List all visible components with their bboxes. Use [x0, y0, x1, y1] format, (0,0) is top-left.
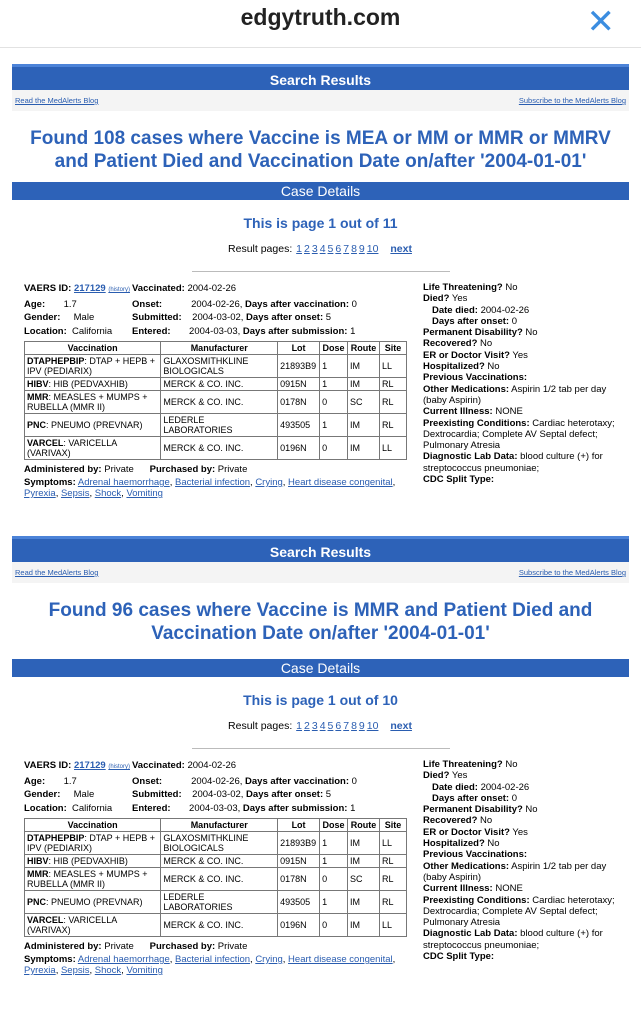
recovered-value: No [480, 815, 493, 827]
symptom-link[interactable]: Adrenal haemorrhage [77, 477, 170, 488]
submitted-value: 2004-03-02, [192, 312, 244, 323]
entered-value: 2004-03-03, [189, 802, 241, 814]
age-value: 1.7 [63, 298, 77, 310]
vaccinated-label: Vaccinated: [132, 283, 185, 294]
subscribe-blog-link[interactable]: Subscribe to the MedAlerts Blog [518, 96, 626, 105]
vax-site: RL [380, 868, 407, 891]
table-row [25, 891, 407, 914]
case-record [12, 282, 629, 499]
case-details-bar: Case Details [12, 182, 629, 200]
divider [192, 271, 450, 272]
submitted-value: 2004-03-02, [192, 789, 244, 800]
page-link-7[interactable]: 7 [343, 243, 350, 255]
preexisting-label: Preexisting Conditions: [423, 417, 530, 429]
next-page-link[interactable]: next [390, 720, 412, 732]
age-value: 1.7 [63, 775, 77, 787]
days-after-vax-value: 0 [351, 775, 357, 787]
medalerts-blog-link[interactable]: Read the MedAlerts Blog [15, 96, 99, 105]
case-record [12, 759, 629, 976]
vaccination-table [24, 818, 407, 937]
next-page-link[interactable]: next [390, 243, 412, 255]
browser-top-bar [0, 0, 641, 48]
days-after-onset-value: 5 [325, 312, 332, 323]
symptom-link[interactable]: Bacterial infection [175, 477, 251, 488]
vax-mfr: LEDERLE LABORATORIES [161, 414, 278, 437]
vax-code: MMR [27, 869, 49, 879]
entered-label: Entered: [132, 325, 171, 337]
vax-route: IM [348, 832, 380, 855]
history-link[interactable]: (history) [108, 764, 130, 770]
gender-label: Gender: [24, 312, 61, 323]
vax-mfr: LEDERLE LABORATORIES [161, 891, 278, 914]
vax-mfr: GLAXOSMITHKLINE BIOLOGICALS [161, 355, 278, 378]
vax-lot: 0178N [278, 391, 320, 414]
symptom-link[interactable]: Crying [255, 954, 283, 965]
days-after-sub-label: Days after submission: [242, 325, 348, 337]
prev-vax-label: Previous Vaccinations: [423, 372, 528, 384]
page-link-2[interactable]: 2 [304, 720, 310, 732]
submitted-label: Submitted: [132, 312, 182, 323]
recovered-value: No [480, 338, 493, 350]
vax-code: DTAPHEPBIP [27, 833, 85, 843]
vax-site: RL [380, 391, 407, 414]
purchased-value: Private [217, 941, 248, 952]
administered-row [24, 464, 409, 475]
died-label: Died? [423, 770, 450, 782]
gender-value: Male [73, 789, 95, 800]
result-pages-label: Result pages: [228, 243, 293, 255]
days-after-onset-value: 0 [511, 315, 518, 327]
administered-label: Administered by: [24, 464, 102, 475]
lab-label: Diagnostic Lab Data: [423, 451, 518, 463]
page-indicator: This is page 1 out of 11 [243, 215, 398, 231]
administered-row [24, 941, 409, 952]
date-died-value: 2004-02-26 [480, 304, 530, 316]
perm-disability-label: Permanent Disability? [423, 804, 523, 816]
page-link-8[interactable]: 8 [351, 720, 357, 732]
table-row [25, 855, 407, 868]
medalerts-blog-link[interactable]: Read the MedAlerts Blog [15, 568, 99, 577]
page-link-6[interactable]: 6 [335, 720, 342, 732]
hospitalized-label: Hospitalized? [423, 838, 485, 850]
vax-route: SC [348, 868, 380, 891]
administered-value: Private [104, 464, 134, 475]
date-died-label: Date died: [432, 781, 478, 793]
screenshot-1 [12, 64, 629, 536]
symptoms-row: Symptoms: Adrenal haemorrhage, Bacterial infection, Crying, Heart disease congenital, Pyrexia, Sepsis, Shock, Vomiting [24, 477, 396, 499]
page-indicator: This is page 1 out of 10 [243, 692, 398, 708]
close-icon[interactable]: ✕ [586, 2, 615, 42]
symptom-link[interactable]: Pyrexia [24, 965, 56, 976]
died-value: Yes [451, 293, 468, 305]
vax-lot: 0915N [278, 855, 320, 868]
vax-route: IM [348, 437, 380, 460]
location-value: California [72, 325, 113, 337]
preexisting-value: Cardiac heterotaxy; Dextrocardia; Complete AV Septal defect; Pulmonary Atresia [423, 417, 615, 452]
table-header-row [25, 342, 407, 355]
col-dose: Dose [320, 342, 348, 355]
vax-dose: 1 [320, 832, 348, 855]
days-after-sub-value: 1 [350, 802, 356, 814]
other-meds-value: Aspirin 1/2 tab per day (baby Aspirin) [423, 860, 607, 883]
vax-site: LL [380, 914, 407, 937]
symptom-link[interactable]: Shock [94, 965, 122, 976]
onset-value: 2004-02-26, [191, 775, 243, 787]
col-manufacturer: Manufacturer [161, 342, 278, 355]
vax-desc: : VARICELLA (VARIVAX) [27, 438, 117, 458]
table-row [25, 378, 407, 391]
hospitalized-value: No [487, 838, 500, 850]
life-threatening-value: No [505, 759, 518, 770]
vax-site: LL [380, 355, 407, 378]
er-value: Yes [512, 349, 528, 361]
vax-lot: 21893B9 [278, 832, 320, 855]
page-link-9[interactable]: 9 [358, 243, 365, 255]
vax-route: IM [348, 891, 380, 914]
prev-vax-label: Previous Vaccinations: [423, 849, 528, 861]
table-row [25, 355, 407, 378]
vax-lot: 493505 [278, 414, 320, 437]
days-after-onset-value: 5 [325, 789, 332, 800]
case-left-column [24, 759, 409, 976]
vax-route: IM [348, 914, 380, 937]
blog-link-row [12, 90, 629, 111]
vax-desc: : MEASLES + MUMPS + RUBELLA (MMR II) [27, 392, 148, 412]
purchased-value: Private [217, 464, 248, 475]
vax-site: RL [380, 414, 407, 437]
page-link-4[interactable]: 4 [319, 243, 326, 255]
vax-site: RL [380, 891, 407, 914]
divider [192, 748, 450, 749]
symptom-link[interactable]: Crying [255, 477, 283, 488]
vaers-label: VAERS ID: [24, 760, 72, 771]
days-after-vax-label: Days after vaccination: [245, 775, 350, 787]
result-pages-label: Result pages: [228, 720, 293, 732]
col-dose: Dose [320, 819, 348, 832]
page-link-6[interactable]: 6 [335, 243, 342, 255]
history-link[interactable]: (history) [108, 287, 130, 293]
vax-code: HIBV [27, 379, 49, 389]
vax-code: PNC [27, 897, 47, 907]
page-link-1[interactable]: 1 [296, 243, 303, 255]
symptom-link[interactable]: Sepsis [60, 965, 90, 976]
hospitalized-value: No [487, 361, 500, 373]
vax-route: IM [348, 855, 380, 868]
vax-code: VARCEL [27, 915, 64, 925]
symptom-link[interactable]: Bacterial infection [175, 954, 251, 965]
vax-route: IM [348, 414, 380, 437]
vax-mfr: MERCK & CO. INC. [161, 914, 278, 937]
vax-dose: 1 [320, 855, 348, 868]
vax-lot: 493505 [278, 891, 320, 914]
vax-dose: 0 [320, 868, 348, 891]
vaccinated-label: Vaccinated: [132, 760, 185, 771]
vax-desc: : VARICELLA (VARIVAX) [27, 915, 117, 935]
vax-lot: 21893B9 [278, 355, 320, 378]
case-right-column [409, 282, 617, 499]
table-row [25, 391, 407, 414]
symptoms-label: Symptoms: [24, 477, 76, 488]
found-cases-heading: Found 108 cases where Vaccine is MEA or MM or MMR or MMRV and Patient Died and Vaccination Date on/after '2004-01-01' [30, 128, 611, 172]
vax-mfr: MERCK & CO. INC. [161, 437, 278, 460]
page-link-5[interactable]: 5 [327, 243, 334, 255]
vax-code: VARCEL [27, 438, 64, 448]
case-left-column [24, 282, 409, 499]
table-row [25, 414, 407, 437]
col-vaccination: Vaccination [25, 819, 161, 832]
er-label: ER or Doctor Visit? [423, 349, 510, 361]
er-value: Yes [512, 826, 528, 838]
vax-lot: 0178N [278, 868, 320, 891]
cdc-label: CDC Split Type: [423, 474, 495, 486]
days-after-onset-label: Days after onset: [246, 789, 324, 800]
table-row [25, 437, 407, 460]
case-header-grid [24, 282, 409, 338]
other-meds-value: Aspirin 1/2 tab per day (baby Aspirin) [423, 383, 607, 406]
onset-label: Onset: [132, 298, 163, 310]
col-route: Route [348, 342, 380, 355]
onset-value: 2004-02-26, [191, 298, 243, 310]
vax-lot: 0915N [278, 378, 320, 391]
page-link-5[interactable]: 5 [327, 720, 334, 732]
case-header-grid [24, 759, 409, 815]
current-illness-label: Current Illness: [423, 406, 493, 418]
lab-value: blood culture (+) for streptococcus pneumoniae; [423, 451, 603, 474]
perm-disability-value: No [525, 327, 538, 339]
vax-desc: : DTAP + HEPB + IPV (PEDIARIX) [27, 833, 156, 853]
vax-lot: 0196N [278, 437, 320, 460]
purchased-label: Purchased by: [149, 464, 216, 475]
result-pages [12, 720, 629, 732]
symptoms-label: Symptoms: [24, 954, 76, 965]
other-meds-label: Other Medications: [423, 860, 510, 872]
page-link-10[interactable]: 10 [366, 243, 379, 255]
onset-label: Onset: [132, 775, 163, 787]
vax-dose: 0 [320, 437, 348, 460]
vaccinated-value: 2004-02-26 [187, 283, 237, 294]
vax-site: RL [380, 378, 407, 391]
vax-code: DTAPHEPBIP [27, 356, 85, 366]
date-died-value: 2004-02-26 [480, 781, 530, 793]
days-after-onset-label: Days after onset: [432, 792, 510, 804]
page-link-3[interactable]: 3 [311, 243, 318, 255]
vax-route: IM [348, 355, 380, 378]
vax-mfr: MERCK & CO. INC. [161, 391, 278, 414]
vax-mfr: MERCK & CO. INC. [161, 868, 278, 891]
gender-label: Gender: [24, 789, 61, 800]
days-after-onset-label: Days after onset: [246, 312, 324, 323]
vax-dose: 1 [320, 378, 348, 391]
current-illness-value: NONE [495, 406, 523, 418]
vax-route: SC [348, 391, 380, 414]
table-header-row [25, 819, 407, 832]
vaers-id-link[interactable]: 217129 [73, 283, 106, 294]
symptom-link[interactable]: Heart disease congenital [288, 477, 393, 488]
died-label: Died? [423, 293, 450, 305]
other-meds-label: Other Medications: [423, 383, 510, 395]
vax-desc: : PNEUMO (PREVNAR) [46, 420, 143, 430]
page-link-8[interactable]: 8 [351, 243, 357, 255]
subscribe-blog-link[interactable]: Subscribe to the MedAlerts Blog [518, 568, 626, 577]
vax-desc: : PNEUMO (PREVNAR) [46, 897, 143, 907]
vaccination-table [24, 341, 407, 460]
died-value: Yes [451, 770, 468, 782]
days-after-onset-value: 0 [511, 792, 518, 804]
vax-site: LL [380, 437, 407, 460]
col-lot: Lot [278, 342, 320, 355]
vax-site: RL [380, 855, 407, 868]
col-route: Route [348, 819, 380, 832]
search-results-bar: Search Results [12, 64, 629, 90]
page-link-7[interactable]: 7 [343, 720, 350, 732]
symptom-link[interactable]: Heart disease congenital [288, 954, 393, 965]
result-pages [12, 243, 629, 255]
days-after-vax-label: Days after vaccination: [245, 298, 350, 310]
symptom-link[interactable]: Vomiting [126, 488, 163, 499]
vax-site: LL [380, 832, 407, 855]
vaers-id-link[interactable]: 217129 [73, 760, 106, 771]
date-died-label: Date died: [432, 304, 478, 316]
location-value: California [72, 802, 113, 814]
cdc-label: CDC Split Type: [423, 951, 495, 963]
vax-dose: 1 [320, 355, 348, 378]
case-details-bar: Case Details [12, 659, 629, 677]
vax-dose: 0 [320, 391, 348, 414]
table-row [25, 868, 407, 891]
preexisting-value: Cardiac heterotaxy; Dextrocardia; Complete AV Septal defect; Pulmonary Atresia [423, 894, 615, 929]
days-after-vax-value: 0 [351, 298, 357, 310]
vax-mfr: GLAXOSMITHKLINE BIOLOGICALS [161, 832, 278, 855]
vax-desc: : HIB (PEDVAXHIB) [48, 856, 128, 866]
vax-code: HIBV [27, 856, 49, 866]
page-link-9[interactable]: 9 [358, 720, 365, 732]
vax-dose: 1 [320, 414, 348, 437]
entered-label: Entered: [132, 802, 171, 814]
vax-mfr: MERCK & CO. INC. [161, 378, 278, 391]
life-threatening-value: No [505, 282, 518, 293]
er-label: ER or Doctor Visit? [423, 826, 510, 838]
recovered-label: Recovered? [423, 338, 478, 350]
case-right-column [409, 759, 617, 976]
days-after-sub-value: 1 [350, 325, 356, 337]
col-manufacturer: Manufacturer [161, 819, 278, 832]
col-site: Site [380, 819, 407, 832]
lab-label: Diagnostic Lab Data: [423, 928, 518, 940]
vax-mfr: MERCK & CO. INC. [161, 855, 278, 868]
page-link-2[interactable]: 2 [304, 243, 310, 255]
page-link-3[interactable]: 3 [311, 720, 318, 732]
vax-desc: : MEASLES + MUMPS + RUBELLA (MMR II) [27, 869, 148, 889]
administered-label: Administered by: [24, 941, 102, 952]
col-site: Site [380, 342, 407, 355]
preexisting-label: Preexisting Conditions: [423, 894, 530, 906]
vax-dose: 1 [320, 891, 348, 914]
page-link-4[interactable]: 4 [319, 720, 326, 732]
perm-disability-label: Permanent Disability? [423, 327, 523, 339]
gender-value: Male [73, 312, 95, 323]
vaccinated-value: 2004-02-26 [187, 760, 237, 771]
screenshot-2 [12, 536, 629, 1012]
age-label: Age: [24, 298, 46, 310]
hospitalized-label: Hospitalized? [423, 361, 485, 373]
vax-code: PNC [27, 420, 47, 430]
vaers-label: VAERS ID: [24, 283, 72, 294]
search-results-bar: Search Results [12, 536, 629, 562]
symptoms-row: Symptoms: Adrenal haemorrhage, Bacterial infection, Crying, Heart disease congenital, Pyrexia, Sepsis, Shock, Vomiting [24, 954, 396, 976]
page-link-10[interactable]: 10 [366, 720, 379, 732]
location-label: Location: [24, 802, 67, 814]
symptom-link[interactable]: Sepsis [60, 488, 90, 499]
recovered-label: Recovered? [423, 815, 478, 827]
entered-value: 2004-03-03, [189, 325, 241, 337]
days-after-sub-label: Days after submission: [242, 802, 348, 814]
life-threatening-label: Life Threatening? [423, 759, 503, 770]
submitted-label: Submitted: [132, 789, 182, 800]
vax-route: IM [348, 378, 380, 391]
symptom-link[interactable]: Pyrexia [24, 488, 56, 499]
col-vaccination: Vaccination [25, 342, 161, 355]
table-row [25, 914, 407, 937]
found-cases-heading: Found 96 cases where Vaccine is MMR and Patient Died and Vaccination Date on/after '2004-01-01' [48, 600, 593, 644]
vax-desc: : DTAP + HEPB + IPV (PEDIARIX) [27, 356, 156, 376]
lab-value: blood culture (+) for streptococcus pneumoniae; [423, 928, 603, 951]
perm-disability-value: No [525, 804, 538, 816]
administered-value: Private [104, 941, 134, 952]
purchased-label: Purchased by: [149, 941, 216, 952]
site-title: edgytruth.com [240, 4, 401, 30]
current-illness-label: Current Illness: [423, 883, 493, 895]
vax-dose: 0 [320, 914, 348, 937]
current-illness-value: NONE [495, 883, 523, 895]
vax-desc: : HIB (PEDVAXHIB) [48, 379, 128, 389]
days-after-onset-label: Days after onset: [432, 315, 510, 327]
symptom-link[interactable]: Adrenal haemorrhage [77, 954, 170, 965]
table-row [25, 832, 407, 855]
life-threatening-label: Life Threatening? [423, 282, 503, 293]
vax-code: MMR [27, 392, 49, 402]
col-lot: Lot [278, 819, 320, 832]
vax-lot: 0196N [278, 914, 320, 937]
location-label: Location: [24, 325, 67, 337]
age-label: Age: [24, 775, 46, 787]
symptom-link[interactable]: Shock [94, 488, 122, 499]
symptom-link[interactable]: Vomiting [126, 965, 163, 976]
blog-link-row [12, 562, 629, 583]
page-link-1[interactable]: 1 [296, 720, 303, 732]
